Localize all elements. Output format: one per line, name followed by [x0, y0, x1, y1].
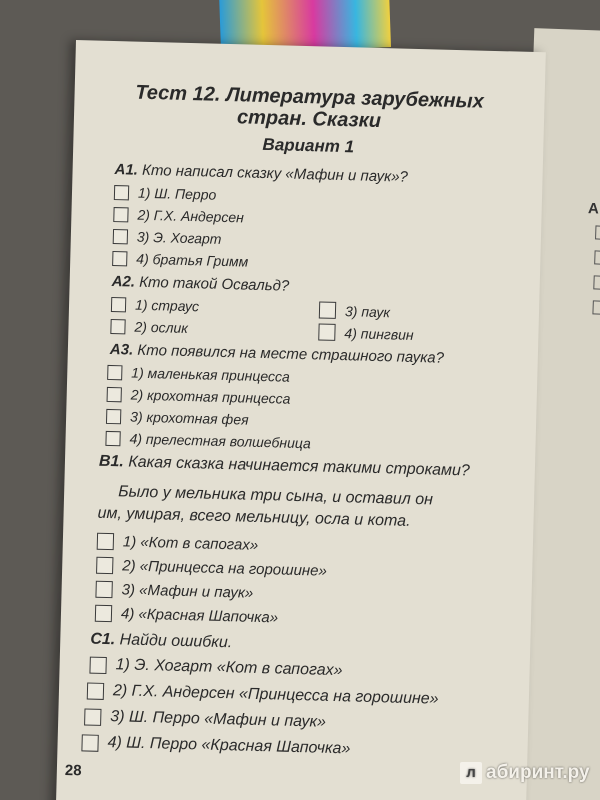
option-label: 1) Э. Хогарт «Кот в сапогах»	[115, 656, 343, 680]
question-number: А1.	[114, 161, 139, 179]
checkbox[interactable]	[87, 682, 104, 699]
question-text: Найди ошибки.	[119, 631, 233, 652]
option-b1-2[interactable]	[96, 557, 327, 580]
checkbox[interactable]	[112, 251, 127, 266]
checkbox[interactable]	[84, 708, 101, 725]
question-a1	[114, 161, 408, 186]
checkbox[interactable]	[96, 557, 113, 574]
right-page-checkbox	[594, 250, 600, 264]
passage-line-2: им, умирая, всего мельницу, осла и кота.	[97, 504, 411, 530]
option-b1-1[interactable]	[97, 533, 259, 554]
right-page-checkbox	[592, 300, 600, 314]
option-a1-4[interactable]	[112, 250, 248, 270]
b1-passage	[97, 481, 434, 533]
option-label: 4) «Красная Шапочка»	[120, 605, 279, 627]
option-label: 1) страус	[134, 296, 200, 315]
watermark-text: абиринт.ру	[486, 762, 590, 783]
question-text: Кто такой Освальд?	[138, 273, 290, 295]
option-a3-4[interactable]	[105, 430, 311, 451]
right-page-checkbox	[595, 225, 600, 239]
option-label: 2) ослик	[134, 318, 189, 337]
checkbox[interactable]	[97, 533, 114, 550]
checkbox[interactable]	[107, 364, 122, 379]
option-b1-4[interactable]	[95, 605, 278, 627]
checkbox[interactable]	[81, 734, 98, 751]
option-label: 3) Ш. Перро «Мафин и паук»	[110, 708, 327, 731]
checkbox[interactable]	[95, 605, 112, 622]
option-label: 3) паук	[344, 302, 391, 320]
passage-line-1: Было у мельника три сына, и оставил он	[117, 483, 434, 509]
question-text: Кто написал сказку «Мафин и паук»?	[141, 161, 409, 186]
question-a3	[110, 341, 445, 367]
option-label: 3) «Мафин и паук»	[121, 581, 254, 602]
option-c1-3[interactable]	[84, 707, 326, 731]
option-label: 2) крохотная принцесса	[130, 386, 291, 407]
question-b1	[99, 453, 470, 481]
option-c1-2[interactable]	[87, 682, 439, 709]
option-label: 2) Г.Х. Андерсен «Принцесса на горошине»	[112, 682, 439, 708]
variant-label: Вариант 1	[262, 134, 355, 157]
workbook-page	[55, 40, 546, 800]
option-a1-3[interactable]	[113, 228, 222, 247]
question-number: С1.	[90, 630, 116, 649]
title-line-2: стран. Сказки	[236, 106, 382, 133]
labirint-logo-icon: л	[460, 762, 482, 784]
option-a1-2[interactable]	[113, 206, 244, 225]
option-label: 4) братья Гримм	[136, 250, 249, 270]
option-label: 2) Г.Х. Андерсен	[137, 206, 245, 226]
option-a2-3[interactable]	[319, 301, 390, 320]
watermark	[460, 762, 590, 784]
title-line-1: Тест 12. Литература зарубежных	[135, 81, 485, 113]
checkbox[interactable]	[95, 581, 112, 598]
option-a3-3[interactable]	[106, 408, 249, 428]
checkbox[interactable]	[89, 656, 106, 673]
checkbox[interactable]	[318, 323, 335, 340]
question-number: В1.	[98, 452, 125, 471]
option-label: 3) крохотная фея	[129, 408, 249, 428]
checkbox[interactable]	[106, 408, 121, 423]
checkbox[interactable]	[107, 386, 122, 401]
checkbox[interactable]	[111, 297, 126, 312]
checkbox[interactable]	[110, 319, 125, 334]
option-label: 4) прелестная волшебница	[129, 430, 312, 452]
question-text: Кто появился на месте страшного паука?	[137, 341, 445, 367]
option-label: 4) пингвин	[344, 324, 414, 343]
checkbox[interactable]	[113, 207, 128, 222]
test-title	[74, 80, 545, 136]
option-label: 1) «Кот в сапогах»	[122, 533, 259, 554]
option-label: 1) Ш. Перро	[137, 184, 217, 203]
option-c1-4[interactable]	[81, 733, 350, 758]
checkbox[interactable]	[113, 229, 128, 244]
page-number: 28	[64, 761, 82, 780]
option-a2-4[interactable]	[318, 323, 414, 342]
checkbox[interactable]	[319, 301, 336, 318]
option-a3-1[interactable]	[107, 364, 290, 385]
option-label: 2) «Принцесса на горошине»	[122, 557, 328, 580]
checkbox[interactable]	[105, 430, 120, 445]
option-c1-1[interactable]	[89, 656, 342, 681]
option-a1-1[interactable]	[114, 184, 217, 203]
option-label: 1) маленькая принцесса	[131, 364, 290, 385]
right-page-checkbox	[593, 275, 600, 289]
option-a3-2[interactable]	[107, 386, 291, 407]
question-a2	[111, 273, 289, 295]
question-number: А3.	[109, 340, 134, 359]
option-label: 4) Ш. Перро «Красная Шапочка»	[107, 734, 351, 758]
question-text: Какая сказка начинается такими строками?	[128, 453, 470, 480]
checkbox[interactable]	[114, 185, 129, 200]
question-c1	[90, 631, 232, 653]
option-label: 3) Э. Хогарт	[136, 228, 222, 247]
option-a2-2[interactable]	[110, 318, 188, 336]
option-a2-1[interactable]	[111, 296, 199, 314]
question-number: А2.	[111, 273, 136, 291]
option-b1-3[interactable]	[95, 581, 253, 602]
right-page-fragment: А	[587, 200, 600, 218]
